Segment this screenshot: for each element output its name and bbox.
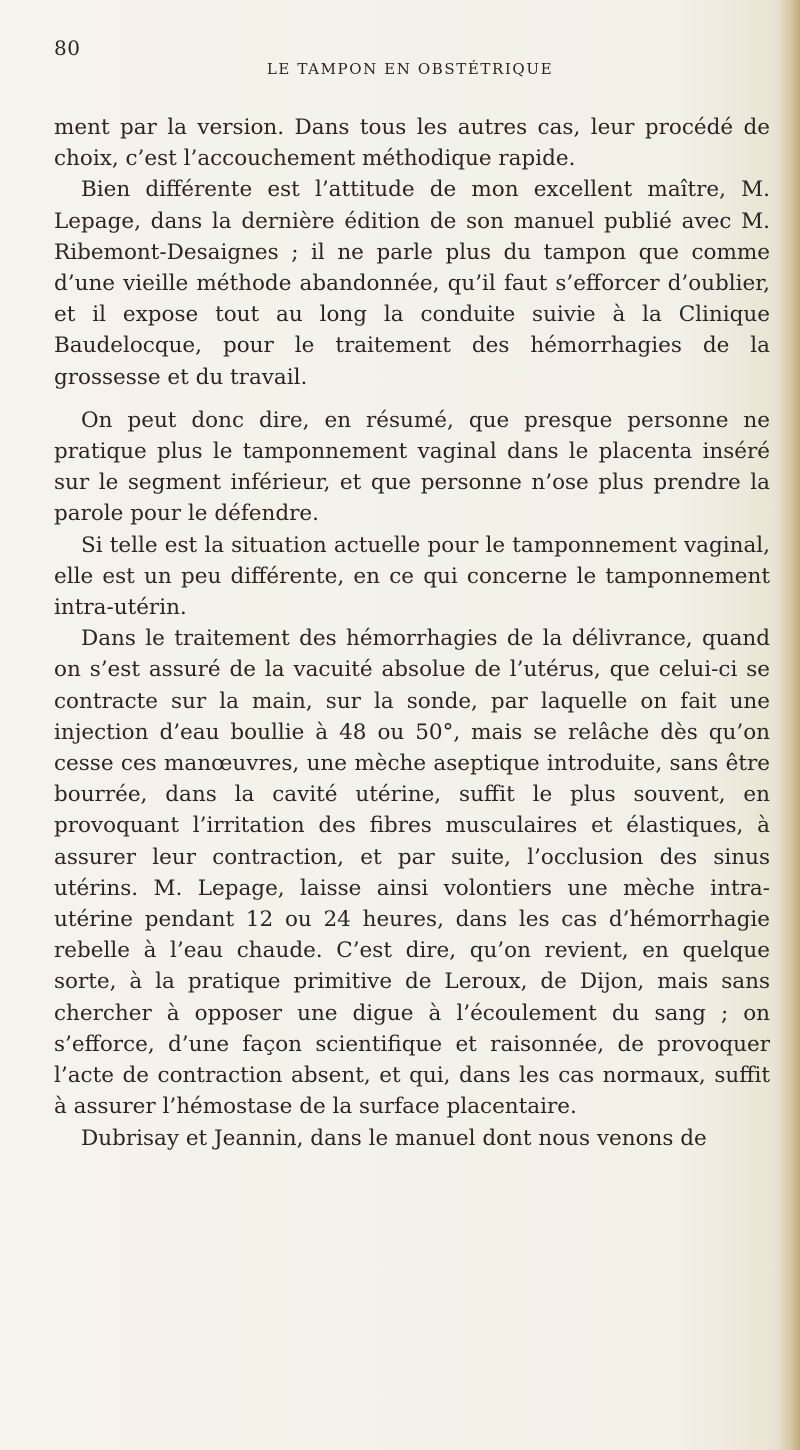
page-edge-shading [778, 0, 800, 1450]
paragraph: ment par la version. Dans tous les autres cas, leur procédé de choix, c’est l’accouchement méthodique rapide. [54, 115, 770, 172]
running-head: LE TAMPON EN OBSTÉTRIQUE [266, 60, 554, 78]
body-text [54, 112, 770, 1154]
paragraph: Si telle est la situation actuelle pour le tamponnement vaginal, elle est un peu différente, en ce qui concerne le tamponnement intra-utérin. [54, 532, 770, 621]
page-number: 80 [54, 36, 81, 60]
paragraph: Bien différente est l’attitude de mon excellent maître, M. Lepage, dans la dernière édition de son manuel publié avec M. Ribemont-Desaignes ; il ne parle plus du tampon que comme d’une vieille méthode abandonnée, qu’il faut s’efforcer d’oublier, et il expose tout au long la conduite suivie à la Clinique Baudelocque, pour le traitement des hémorrhagies de la grossesse et du travail. [54, 177, 770, 390]
paragraph: Dubrisay et Jeannin, dans le manuel dont nous venons de [81, 1125, 707, 1151]
paragraph: On peut donc dire, en résumé, que presque personne ne pratique plus le tamponnement vaginal dans le placenta inséré sur le segment inférieur, et que personne n’ose plus prendre la parole pour le défendre. [54, 407, 770, 527]
paragraph: Dans le traitement des hémorrhagies de la délivrance, quand on s’est assuré de la vacuité absolue de l’utérus, que celui-ci se contracte sur la main, sur la sonde, par laquelle on fait une injection d’eau boullie à 48 ou 50°, mais se relâche dès qu’on cesse ces manœuvres, une mèche aseptique introduite, sans être bourrée, dans la cavité utérine, suffit le plus souvent, en provoquant l’irritation des fibres musculaires et élastiques, à assurer leur contraction, et par suite, l’occlusion des sinus utérins. M. Lepage, laisse ainsi volontiers une mèche intra-utérine pendant 12 ou 24 heures, dans les cas d’hémorrhagie rebelle à l’eau chaude. C’est dire, qu’on revient, en quelque sorte, à la pratique primitive de Leroux, de Dijon, mais sans chercher à opposer une digue à l’écoulement du sang ; on s’efforce, d’une façon scientifique et raisonnée, de provoquer l’acte de contraction absent, et qui, dans les cas normaux, suffit à assurer l’hémostase de la surface placentaire. [54, 626, 770, 1120]
